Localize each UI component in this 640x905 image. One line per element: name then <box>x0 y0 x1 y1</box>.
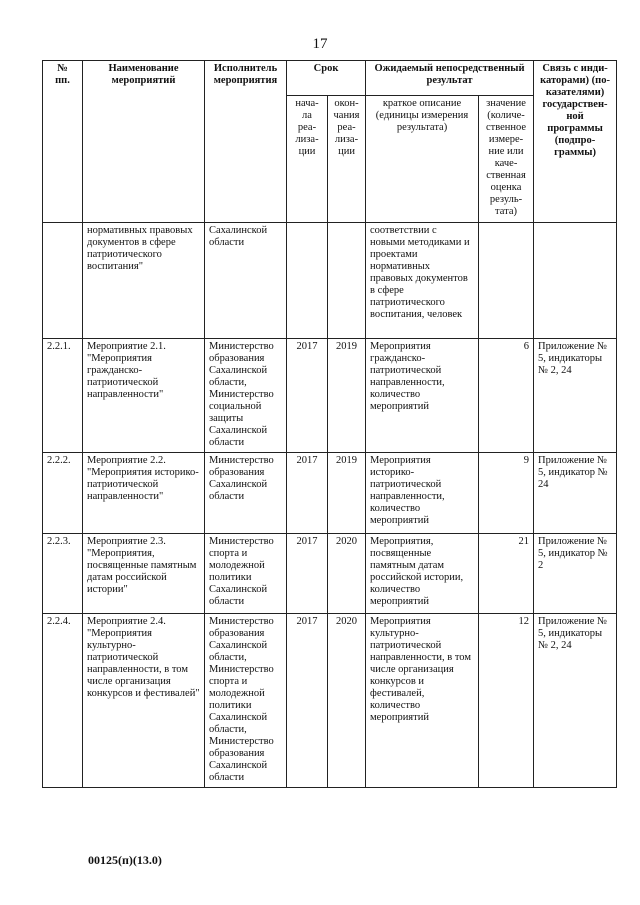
cell-name: Мероприятие 2.1. "Мероприятия гражданско-патриотической направленности" <box>83 339 205 453</box>
cell-executor: Сахалинской области <box>205 223 287 339</box>
cell-start: 2017 <box>287 614 328 788</box>
cell-desc: Мероприятия, посвященные памятным датам российской истории, количество мероприятий <box>366 534 479 614</box>
page-number: 17 <box>312 36 328 52</box>
cell-value <box>479 223 534 339</box>
cell-link: Приложение № 5, индикатор № 2 <box>534 534 617 614</box>
cell-value: 9 <box>479 453 534 534</box>
cell-end: 2020 <box>328 534 366 614</box>
cell-start: 2017 <box>287 339 328 453</box>
cell-link <box>534 223 617 339</box>
cell-no: 2.2.1. <box>43 339 83 453</box>
document-code: 00125(п)(13.0) <box>88 853 162 867</box>
header-start: нача- ла реа- лиза- ции <box>287 96 328 223</box>
cell-end: 2019 <box>328 453 366 534</box>
cell-value: 6 <box>479 339 534 453</box>
cell-end <box>328 223 366 339</box>
cell-desc: Мероприятия историко-патриотической направленности, количество мероприятий <box>366 453 479 534</box>
header-link: Связь с инди- каторами) (по- казателями) государствен- ной программы (подпро- граммы) <box>534 61 617 223</box>
table-row <box>43 453 617 534</box>
cell-start: 2017 <box>287 453 328 534</box>
cell-name: Мероприятие 2.3. "Мероприятия, посвященные памятным датам российской истории" <box>83 534 205 614</box>
header-desc: краткое описание (единицы измерения результата) <box>366 96 479 223</box>
table-header-row-1 <box>43 61 617 96</box>
table-row <box>43 614 617 788</box>
header-executor: Исполнитель мероприятия <box>205 61 287 223</box>
cell-desc: Мероприятия культурно-патриотической направленности, в том числе организация конкурсов и фестивалей, количество мероприятий <box>366 614 479 788</box>
cell-executor: Министерство образования Сахалинской области, Министерство спорта и молодежной политики Сахалинской области, Министерство образования Сахалинской области <box>205 614 287 788</box>
cell-link: Приложение № 5, индикаторы № 2, 24 <box>534 339 617 453</box>
cell-no <box>43 223 83 339</box>
cell-executor: Министерство образования Сахалинской области <box>205 453 287 534</box>
header-end: окон- чания реа- лиза- ции <box>328 96 366 223</box>
cell-desc: Мероприятия гражданско-патриотической направленности, количество мероприятий <box>366 339 479 453</box>
header-value: значение (количе- ственное измере- ние или каче- ственная оценка резуль- тата) <box>479 96 534 223</box>
cell-start: 2017 <box>287 534 328 614</box>
cell-name: Мероприятие 2.2. "Мероприятия историко-патриотической направленности" <box>83 453 205 534</box>
cell-executor: Министерство спорта и молодежной политики Сахалинской области <box>205 534 287 614</box>
header-expected: Ожидаемый непосредственный результат <box>366 61 534 96</box>
header-term: Срок <box>287 61 366 96</box>
cell-value: 12 <box>479 614 534 788</box>
cell-no: 2.2.2. <box>43 453 83 534</box>
cell-end: 2020 <box>328 614 366 788</box>
cell-start <box>287 223 328 339</box>
cell-link: Приложение № 5, индикаторы № 2, 24 <box>534 614 617 788</box>
cell-end: 2019 <box>328 339 366 453</box>
table-row <box>43 339 617 453</box>
cell-link: Приложение № 5, индикатор № 24 <box>534 453 617 534</box>
table-row <box>43 223 617 339</box>
cell-name: нормативных правовых документов в сфере патриотического воспитания" <box>83 223 205 339</box>
cell-no: 2.2.3. <box>43 534 83 614</box>
cell-no: 2.2.4. <box>43 614 83 788</box>
header-name: Наименование мероприятий <box>83 61 205 223</box>
cell-executor: Министерство образования Сахалинской области, Министерство социальной защиты Сахалинской области <box>205 339 287 453</box>
header-no: № пп. <box>43 61 83 223</box>
cell-desc: соответствии с новыми методиками и проектами нормативных правовых документов в сфере патриотического воспитания, человек <box>366 223 479 339</box>
cell-name: Мероприятие 2.4. "Мероприятия культурно-патриотической направленности, в том числе организация конкурсов и фестивалей" <box>83 614 205 788</box>
activities-table <box>42 60 617 788</box>
table-row <box>43 534 617 614</box>
cell-value: 21 <box>479 534 534 614</box>
